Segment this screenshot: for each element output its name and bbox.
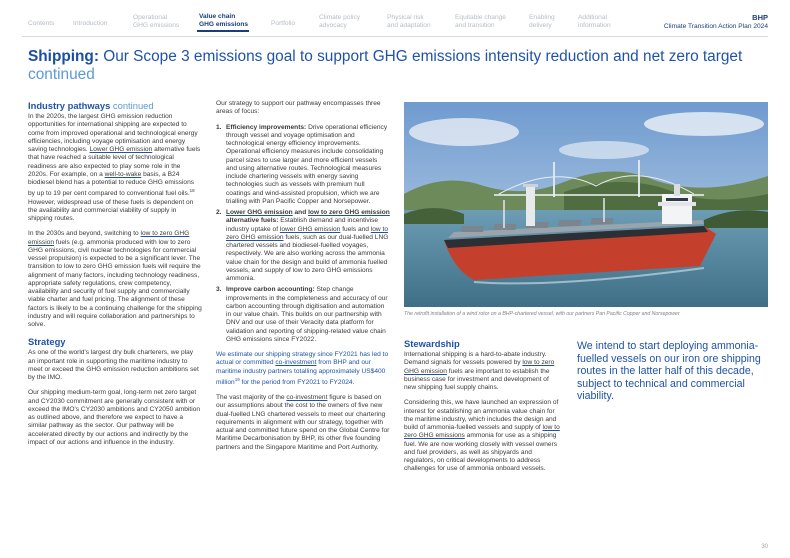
highlight-callout bbox=[216, 351, 390, 387]
list-lead: Efficiency improvements: bbox=[226, 123, 307, 131]
glossary-link[interactable]: co-investment bbox=[275, 359, 317, 367]
nav-label: Portfolio bbox=[271, 20, 296, 27]
nav-label: Introduction bbox=[73, 20, 108, 27]
title-lead: Shipping: bbox=[28, 48, 99, 65]
glossary-link[interactable]: low to zero GHG emission bbox=[404, 359, 555, 375]
text: fuels (e.g. ammonia produced with low to zero GHG emissions, civil nuclear technologies for commercial vessel propulsion) is expected to be a significant lever. The transition to low to zero GHG emission fuels will require the alignment of many factors, including technology readiness, appropriate safety regulations, crew competency, availability and security of fuel supply and commercially viable charter and fuel pricing. The alignment of these factors is likely to be a continuing challenge for the shipping industry and will require collaboration and partnerships to solve. bbox=[28, 238, 202, 329]
nav-introduction[interactable] bbox=[73, 20, 107, 28]
list-number: 1. bbox=[216, 123, 222, 131]
page-title bbox=[28, 48, 768, 84]
paragraph: Our shipping medium-term goal, long-term net zero target and CY2030 commitment are generally consistent with or exceed the IMO's CY2030 ambitions and CY2050 ambition as outlined above, and therefore we expect to have a similar pathway as the sector. Our pathway will be accelerated directly by our actions and indirectly by the impact of our actions and influence in the industry. bbox=[28, 389, 201, 446]
nav-label: Additional bbox=[578, 14, 607, 21]
nav-portfolio[interactable] bbox=[271, 20, 295, 28]
text: Considering this, we have launched an expression of interest for establishing an ammonia value chain for the maritime industry, which includes the design and build of ammonia-fuelled vessels and supply of bbox=[404, 399, 559, 431]
active-tab-indicator bbox=[197, 30, 249, 32]
nav-label: delivery bbox=[529, 22, 552, 29]
text: fuels and bbox=[340, 225, 371, 233]
nav-label: GHG emissions bbox=[199, 21, 249, 28]
glossary-link[interactable]: low to zero GHG emission bbox=[226, 225, 389, 241]
photo-caption: The retrofit installation of a wind rotor on a BHP-chartered vessel, with our partners Pan Pacific Copper and Norsepower bbox=[404, 311, 680, 317]
nav-operational-ghg[interactable] bbox=[133, 14, 179, 30]
paragraph: As one of the world's largest dry bulk charterers, we play an important role in supporting the maritime industry to meet or exceed the GHG emission reduction ambitions set by the IMO. bbox=[28, 349, 199, 382]
nav-enabling-delivery[interactable] bbox=[529, 14, 555, 30]
footnote-ref[interactable]: 19 bbox=[234, 376, 240, 382]
footnote-ref[interactable]: 18 bbox=[189, 188, 195, 194]
text: However, widespread use of these fuels is dependent on the availability and commercial viability of supply in shipping routes. bbox=[28, 198, 194, 223]
nav-label: and adaptation bbox=[387, 22, 431, 29]
heading-text: Industry pathways bbox=[28, 100, 111, 111]
paragraph bbox=[28, 230, 202, 329]
text: International shipping is a hard-to-abate industry. Demand signals for vessels powered by bbox=[404, 351, 547, 367]
text: We estimate our shipping strategy since FY2021 has led to actual or committed bbox=[216, 351, 389, 367]
brand-logo: BHP bbox=[752, 13, 768, 22]
text: figure is based on our assumptions about the cost to the owners of five new dual-fuelled LNG chartered vessels to meet our chartering requirements in alignment with our strategy, together with actual and committed future spend on the Global Centre for Maritime Decarbonisation by BHP, its other five founding partners and the Singapore Maritime and Port Authority. bbox=[216, 394, 390, 451]
text: In the 2020s, the largest GHG emission reduction opportunities for international shipping are expected to come from improved operational and technological energy efficiencies, including voyage optimisation and energy saving technologies. bbox=[28, 113, 198, 153]
paragraph: Our strategy to support our pathway encompasses three areas of focus: bbox=[216, 100, 381, 116]
section-heading-strategy: Strategy bbox=[28, 336, 66, 348]
text: Establish demand and incentivise industry uptake of bbox=[226, 217, 379, 233]
glossary-link[interactable]: lower GHG emission bbox=[279, 225, 341, 233]
nav-label: Operational bbox=[133, 14, 168, 21]
glossary-link[interactable]: co-investment bbox=[286, 394, 328, 402]
text: fuels, such as our dual-fuelled LNG chartered vessels and biodiesel-fuelled voyages, respectively. We are also working across the ammonia value chain for the design and build of ammonia fuelled vessels, and supply of low to zero GHG emissions ammonia. bbox=[226, 233, 389, 282]
nav-label: Equitable change bbox=[455, 14, 506, 21]
nav-value-chain-ghg[interactable] bbox=[199, 13, 248, 29]
nav-contents[interactable] bbox=[28, 20, 54, 28]
pull-quote: We intend to start deploying ammonia-fuelled vessels on our iron ore shipping routes in the latter half of this decade, subject to technical and commercial viability. bbox=[577, 340, 761, 403]
paragraph bbox=[28, 113, 202, 223]
report-title: Climate Transition Action Plan 2024 bbox=[663, 23, 768, 30]
list-lead: and bbox=[292, 209, 309, 216]
column-1 bbox=[28, 100, 202, 454]
list-number: 3. bbox=[216, 286, 222, 294]
text: fuels are important to establish the business case for investment and development of new shipping fuel supply chains. bbox=[404, 367, 550, 391]
focus-areas-list bbox=[216, 124, 390, 345]
list-lead: alternative fuels: bbox=[226, 217, 279, 225]
column-2 bbox=[216, 100, 390, 459]
glossary-link[interactable]: Lower GHG emission bbox=[89, 146, 153, 153]
paragraph bbox=[216, 394, 390, 452]
list-lead: Improve carbon accounting: bbox=[226, 286, 315, 294]
glossary-link[interactable]: low to zero GHG emission bbox=[308, 209, 390, 216]
paragraph bbox=[404, 351, 560, 392]
section-heading-industry-pathways bbox=[28, 100, 202, 111]
glossary-link[interactable]: Lower GHG emission bbox=[226, 209, 293, 216]
glossary-link[interactable]: low to zero GHG emissions bbox=[404, 424, 560, 440]
text: Drive operational efficiency through vessel and voyage optimisation and technological energy efficiency improvements. Operational efficiency measures include consolidating parcel sizes to use larger and more efficient vessels and using alternative routes. Technological measures include chartering vessels with energy saving technologies such as vessels with premium hull coatings and wind-assisted propulsion, which we are trialling with Pan Pacific Copper and Norsepower. bbox=[226, 123, 388, 205]
list-item bbox=[216, 124, 390, 207]
list-item bbox=[216, 209, 390, 283]
text: basis, a B24 biodiesel blend has a potential to reduce GHG emissions by up to 19 per cent compared to conventional fuel oils. bbox=[28, 170, 195, 198]
nav-label: Climate policy bbox=[319, 14, 361, 21]
ship-photo bbox=[404, 102, 768, 307]
page-number: 30 bbox=[761, 544, 768, 550]
heading-continued: continued bbox=[112, 100, 154, 111]
list-item bbox=[216, 286, 390, 344]
list-number: 2. bbox=[216, 209, 222, 216]
section-heading-stewardship: Stewardship bbox=[404, 338, 460, 349]
text: The vast majority of the bbox=[216, 394, 287, 402]
text: for the period from FY2021 to FY2024. bbox=[239, 378, 355, 386]
paragraph bbox=[404, 399, 560, 473]
top-navigation bbox=[0, 0, 790, 38]
header-divider bbox=[22, 36, 768, 37]
glossary-link[interactable]: well-to-wake bbox=[104, 170, 142, 178]
nav-label: GHG emissions bbox=[133, 22, 180, 29]
title-continued: continued bbox=[28, 66, 95, 83]
title-text: Our Scope 3 emissions goal to support GHG emissions intensity reduction and net zero target bbox=[98, 48, 743, 65]
nav-additional-info[interactable] bbox=[578, 14, 611, 30]
ship-illustration bbox=[404, 102, 768, 307]
brand-block bbox=[664, 13, 768, 31]
text: from BHP and our maritime industry partners totalling approximately US$400 million bbox=[216, 359, 386, 386]
nav-label: Physical risk bbox=[387, 14, 424, 21]
nav-label: Value chain bbox=[199, 13, 236, 20]
nav-label: and transition bbox=[455, 22, 495, 29]
text: alternative fuels that have reached a suitable level of technological readiness are also expected to play some role in the 2020s. For example, on a bbox=[28, 146, 201, 178]
column-3 bbox=[404, 338, 560, 481]
text: In the 2030s and beyond, switching to bbox=[28, 230, 141, 238]
text: Step change improvements in the completeness and accuracy of our carbon accounting through digitisation and automation in our value chain. This builds on our partnership with DNV and our use of their Veracity data platform for validation and reporting of shipping-related value chain GHG emissions since FY2022. bbox=[226, 286, 388, 343]
nav-equitable-change[interactable] bbox=[455, 14, 506, 30]
nav-label: Contents bbox=[28, 20, 55, 27]
text: ammonia for use as a shipping fuel. We are now working closely with vessel owners and fuel providers, as well as shipyards and regulators, on critical developments to address challenges for use of ammonia onboard vessels. bbox=[404, 432, 558, 473]
nav-label: advocacy bbox=[319, 22, 347, 29]
glossary-link[interactable]: low to zero GHG emission bbox=[28, 230, 190, 246]
nav-climate-policy[interactable] bbox=[319, 14, 360, 30]
nav-label: information bbox=[578, 22, 611, 29]
nav-physical-risk[interactable] bbox=[387, 14, 431, 30]
nav-label: Enabling bbox=[529, 14, 555, 21]
